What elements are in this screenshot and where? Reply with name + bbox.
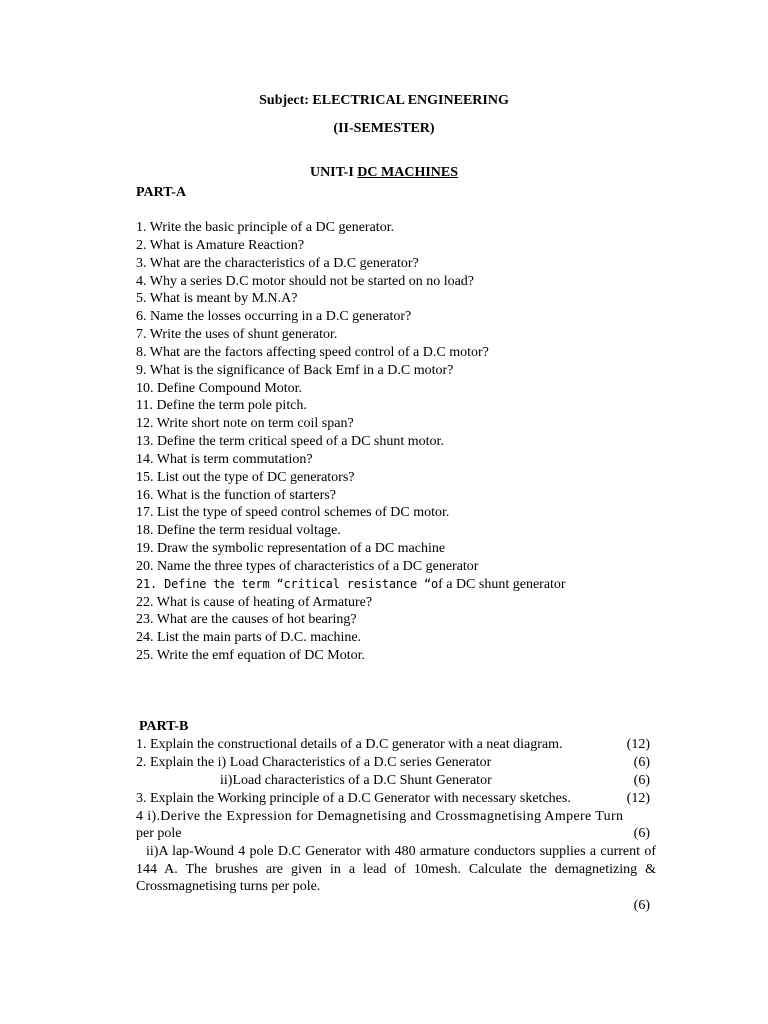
marks: (6) [633,755,650,770]
part-a-question: 8. What are the factors affecting speed control of a D.C motor? [136,345,489,360]
part-a-question: 17. List the type of speed control schemes of DC motor. [136,505,450,520]
question-text: ii)Load characteristics of a D.C Shunt Generator [220,773,492,788]
part-b-question-4i-line2 [136,825,650,842]
unit-title: DC MACHINES [357,165,459,180]
part-a-question: 19. Draw the symbolic representation of a DC machine [136,541,446,556]
part-b-question-1 [136,736,650,753]
question-text: per pole [136,826,182,841]
unit-heading [0,165,768,181]
part-a-question-21 [136,576,566,593]
part-a-question: 11. Define the term pole pitch. [136,398,307,413]
question-text: 2. Explain the i) Load Characteristics of a D.C series Generator [136,755,492,770]
part-a-question: 6. Name the losses occurring in a D.C generator? [136,309,412,324]
q21-tail: f a DC shunt generator [438,577,566,592]
part-a-question: 15. List out the type of DC generators? [136,470,355,485]
question-text: 4 i).Derive the Expression for Demagnetising and Crossmagnetising Ampere Turn [136,809,624,824]
part-a-question: 3. What are the characteristics of a D.C generator? [136,256,419,271]
part-a-question: 4. Why a series D.C motor should not be started on no load? [136,274,475,289]
part-b-question-3 [136,790,650,807]
part-a-question: 16. What is the function of starters? [136,488,336,503]
part-a-question: 13. Define the term critical speed of a DC shunt motor. [136,434,444,449]
part-b-question-4i-line1 [136,808,650,825]
part-a-question: 1. Write the basic principle of a DC generator. [136,220,395,235]
marks: (6) [633,773,650,788]
marks: (6) [633,898,650,913]
part-a-question: 10. Define Compound Motor. [136,381,303,396]
question-text: 1. Explain the constructional details of a D.C generator with a neat diagram. [136,737,563,752]
unit-prefix: UNIT-I [309,165,354,180]
part-a-question: 7. Write the uses of shunt generator. [136,327,338,342]
marks: (6) [633,826,650,841]
question-text: 3. Explain the Working principle of a D.C Generator with necessary sketches. [136,791,571,806]
part-a-question: 5. What is meant by M.N.A? [136,291,298,306]
part-b-question-4ii: ii)A lap-Wound 4 pole D.C Generator with 480 armature conductors supplies a current of 144 A. The brushes are given in a lead of 10mesh. Calculate the demagnetizing & Crossmagnetising turns per pole. [136,844,656,894]
part-a-question: 2. What is Amature Reaction? [136,238,305,253]
marks: (12) [626,737,650,752]
part-a-question: 9. What is the significance of Back Emf in a D.C motor? [136,363,454,378]
part-b-heading: PART-B [139,719,189,734]
part-b-question-2a [136,754,650,771]
part-a-question: 25. Write the emf equation of DC Motor. [136,648,365,663]
part-a-heading: PART-A [136,185,187,200]
part-a-question: 18. Define the term residual voltage. [136,523,341,538]
part-a-question: 24. List the main parts of D.C. machine. [136,630,362,645]
semester-label: (II-SEMESTER) [333,121,435,136]
q21-head: 21. Define the term “critical resistance “o [136,577,439,591]
marks: (12) [626,791,650,806]
part-a-question: 20. Name the three types of characteristics of a DC generator [136,559,479,574]
subject-title: Subject: ELECTRICAL ENGINEERING [259,93,509,108]
part-a-question: 22. What is cause of heating of Armature? [136,595,373,610]
part-a-question: 23. What are the causes of hot bearing? [136,612,357,627]
part-a-question: 14. What is term commutation? [136,452,313,467]
part-a-question: 12. Write short note on term coil span? [136,416,354,431]
